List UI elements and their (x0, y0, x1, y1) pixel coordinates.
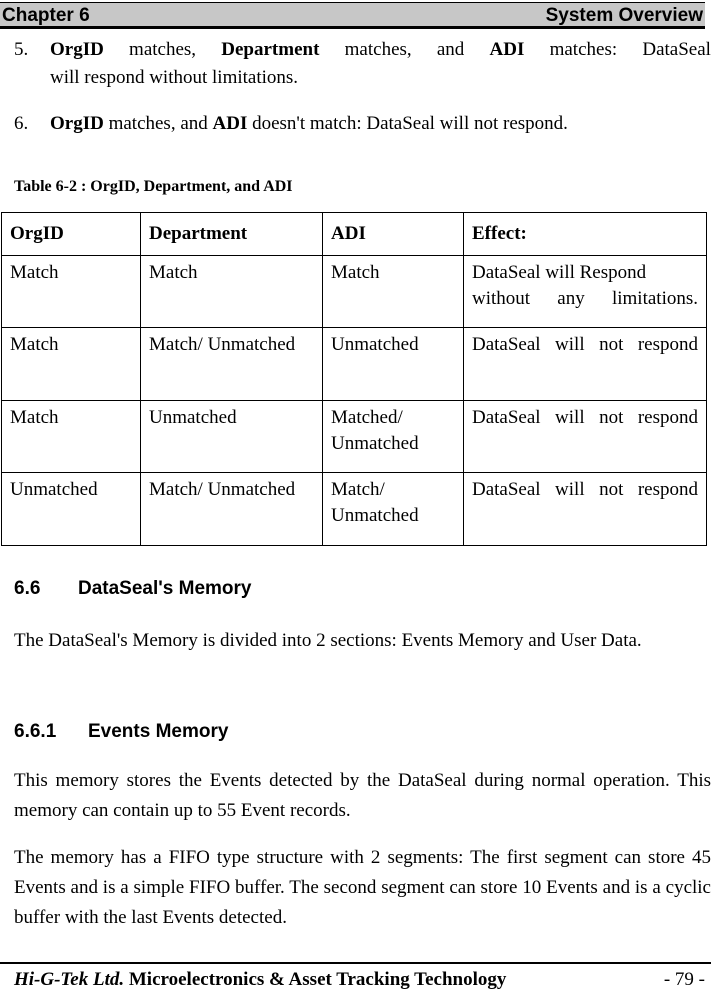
table-row (2, 473, 707, 546)
table-row (2, 328, 707, 401)
footer-company: Hi-G-Tek Ltd. Microelectronics & Asset Tracking Technology (14, 969, 507, 990)
paragraph: The DataSeal's Memory is divided into 2 sections: Events Memory and User Data. (14, 630, 642, 651)
column-header: OrgID (2, 213, 141, 256)
table-caption: Table 6-2 : OrgID, Department, and ADI (14, 178, 293, 195)
page-number: - 79 - (663, 969, 705, 990)
table-cell: Match (323, 256, 464, 328)
table-cell: DataSeal will not respond (464, 401, 707, 473)
table-cell: Match (2, 256, 141, 328)
list-item: 6. OrgID matches, and ADI doesn't match: DataSeal will not respond. (14, 110, 711, 138)
column-header: ADI (323, 213, 464, 256)
table-cell: Match (2, 401, 141, 473)
table-cell: Match/ Unmatched (141, 473, 323, 546)
column-header: Department (141, 213, 323, 256)
table-cell: DataSeal will Respond without any limitations. (464, 256, 707, 328)
table-cell: Matched/ Unmatched (323, 401, 464, 473)
orgid-table (1, 212, 707, 546)
table-cell: Unmatched (141, 401, 323, 473)
paragraph: The memory has a FIFO type structure with 2 segments: The first segment can store 45 Events and is a simple FIFO buffer. The second segment can store 10 Events and is a cyclic buffer with the last Events detected. (14, 847, 711, 928)
page-header (0, 2, 705, 29)
chapter-label: Chapter 6 (2, 5, 90, 26)
list-line: OrgID matches, Department matches, and ADI matches: DataSeal (50, 39, 711, 60)
paragraph: This memory stores the Events detected by the DataSeal during normal operation. This memory can contain up to 55 Event records. (14, 770, 711, 821)
table-cell: DataSeal will not respond (464, 473, 707, 546)
table-cell: Unmatched (2, 473, 141, 546)
page-footer (0, 962, 711, 996)
section-label: System Overview (545, 5, 703, 26)
list-line: will respond without limitations. (50, 67, 299, 88)
table-cell: Match (141, 256, 323, 328)
subsection-heading: 6.6.1 Events Memory (14, 721, 229, 742)
table-cell: Match/ Unmatched (323, 473, 464, 546)
list-number: 6. (14, 113, 29, 134)
table-row (2, 401, 707, 473)
column-header: Effect: (464, 213, 707, 256)
table-header-row (2, 213, 707, 256)
table-cell: DataSeal will not respond (464, 328, 707, 401)
table-cell: Match/ Unmatched (141, 328, 323, 401)
table-row (2, 256, 707, 328)
table-cell: Unmatched (323, 328, 464, 401)
section-heading: 6.6 DataSeal's Memory (14, 578, 252, 599)
list-number: 5. (14, 39, 29, 60)
list-item (14, 36, 711, 92)
table-cell: Match (2, 328, 141, 401)
